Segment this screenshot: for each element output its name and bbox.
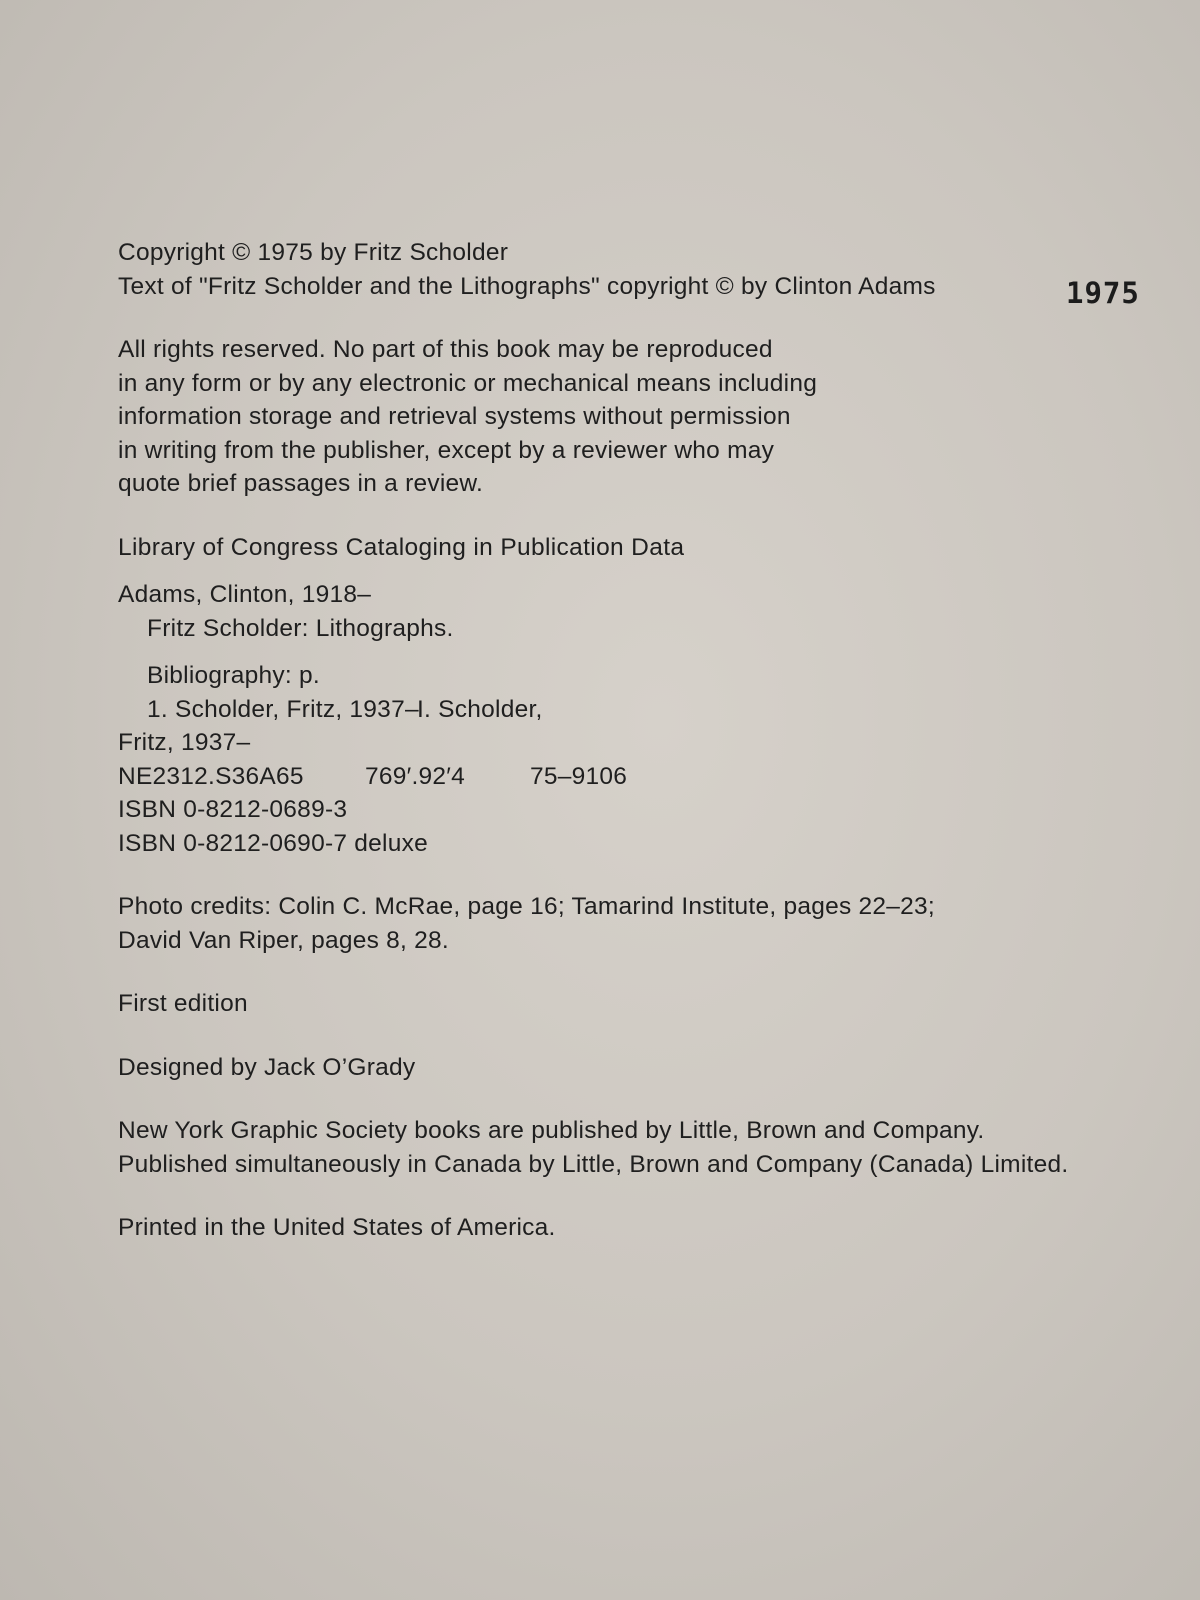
printed-in: Printed in the United States of America. [118,1214,556,1241]
cip-author: Adams, Clinton, 1918– [118,581,372,608]
rights-line: in writing from the publisher, except by a reviewer who may [118,436,775,464]
cip-bibliography: Bibliography: p. [147,662,320,689]
copyright-block [118,236,1158,303]
cip-title: Fritz Scholder: Lithographs. [147,614,454,642]
printed-block [118,1211,1158,1245]
cip-subject-right: I. Scholder, [417,695,543,723]
year-stamp: 1975 [1066,276,1140,310]
copyright-line: Copyright © 1975 by Fritz Scholder [118,239,509,266]
cip-isbn-deluxe: ISBN 0-8212-0690-7 deluxe [118,829,428,857]
publisher-line: Published simultaneously in Canada by Little, Brown and Company (Canada) Limited. [118,1150,1069,1178]
edition: First edition [118,990,248,1017]
edition-block [118,987,1158,1021]
photo-credits-line: Photo credits: Colin C. McRae, page 16; Tamarind Institute, pages 22–23; [118,893,935,920]
rights-block [118,333,1158,501]
publisher-block [118,1114,1158,1181]
cip-record [118,578,1158,645]
cip-lccn: 75–9106 [530,762,628,790]
rights-line: in any form or by any electronic or mechanical means including [118,369,818,397]
cip-dewey: 769′.92′4 [365,762,465,790]
cip-notes [118,659,1158,860]
copyright-page [118,236,1158,1245]
cip-call-number: NE2312.S36A65 [118,762,304,790]
cip-subject-cont: Fritz, 1937– [118,729,251,756]
cip-subject-line [118,693,1158,727]
cip-classification-line [118,760,1158,794]
text-copyright-line: Text of "Fritz Scholder and the Lithographs" copyright © by Clinton Adams [118,272,936,300]
cip-heading: Library of Congress Cataloging in Publication Data [118,533,685,561]
designer: Designed by Jack O’Grady [118,1053,416,1081]
publisher-line: New York Graphic Society books are published by Little, Brown and Company. [118,1117,985,1144]
rights-line: quote brief passages in a review. [118,470,484,497]
rights-line: information storage and retrieval systems without permission [118,403,791,430]
rights-line: All rights reserved. No part of this book may be reproduced [118,336,773,363]
cip-isbn: ISBN 0-8212-0689-3 [118,796,348,823]
designer-block [118,1051,1158,1085]
photo-credits [118,890,1158,957]
cip-subject-left: 1. Scholder, Fritz, 1937– [147,695,419,723]
cip-heading-block [118,531,1158,565]
photo-credits-line: David Van Riper, pages 8, 28. [118,926,449,954]
